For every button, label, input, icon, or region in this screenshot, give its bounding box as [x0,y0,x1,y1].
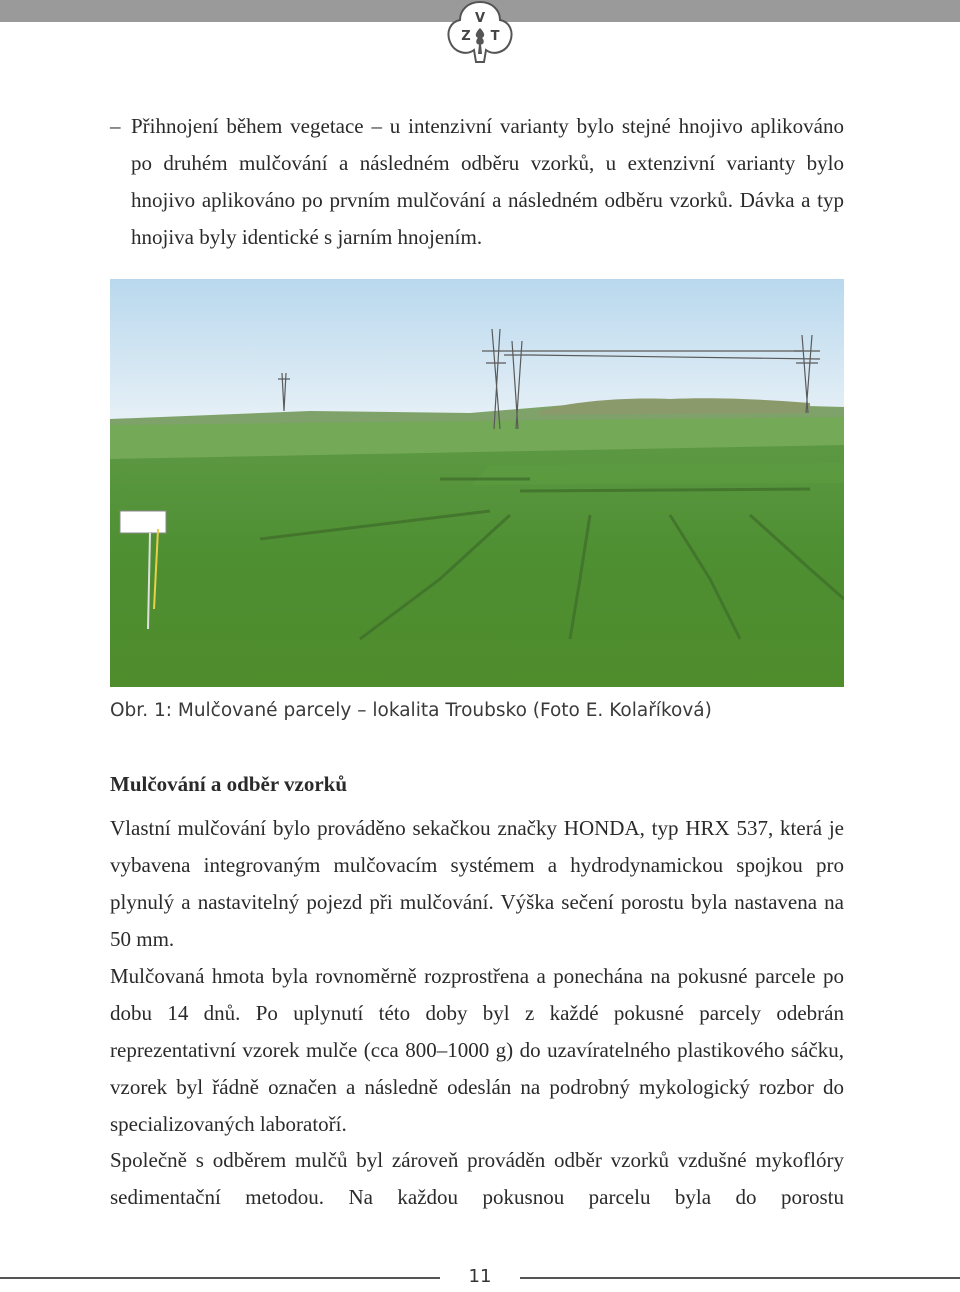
paragraph-1: Vlastní mulčování bylo prováděno sekačkou značky HONDA, typ HRX 537, která je vybavena integrovaným mulčovacím systémem a hydrodynamickou spojkou pro plynulý a nastavitelný pojezd při mulčování. Výška sečení porostu byla nastavena na 50 mm. [110,816,844,951]
logo-letter-t: T [490,29,500,44]
footer-rule-right [520,1277,960,1279]
logo-letter-v: V [474,11,486,26]
vzt-logo [442,0,518,68]
section-heading: Mulčování a odběr vzorků [110,772,348,796]
bullet-paragraph: Přihnojení během vegetace – u intenzivní varianty bylo stejné hnojivo aplikováno po druhém mulčování a následném odběru vzorků, u extenzivní varianty bylo hnojivo aplikováno po prvním mulčování a následném odběru vzorků. Dávka a typ hnojiva byly identické s jarním hnojením. [131,114,844,249]
logo-letter-z: Z [461,29,471,44]
footer-rule-left [0,1277,440,1279]
field-photo [110,279,844,687]
page-number: 11 [468,1266,492,1287]
paragraph-2: Mulčovaná hmota byla rovnoměrně rozprostřena a ponechána na pokusné parcele po dobu 14 dnů. Po uplynutí této doby byl z každé pokusné parcely odebrán reprezentativní vzorek mulče (cca 800–1000 g) do uzavíratelného plastikového sáčku, vzorek byl řádně označen a následně odeslán na podrobný mykologický rozbor do specializovaných laboratoří. [110,964,844,1136]
figure-caption: Obr. 1: Mulčované parcely – lokalita Troubsko (Foto E. Kolaříková) [110,700,712,721]
paragraph-3: Společně s odběrem mulčů byl zároveň prováděn odběr vzorků vzdušné mykoflóry sedimentační metodou. Na každou pokusnou parcelu byla do porostu [110,1148,844,1209]
bullet-dash: – [110,114,121,138]
